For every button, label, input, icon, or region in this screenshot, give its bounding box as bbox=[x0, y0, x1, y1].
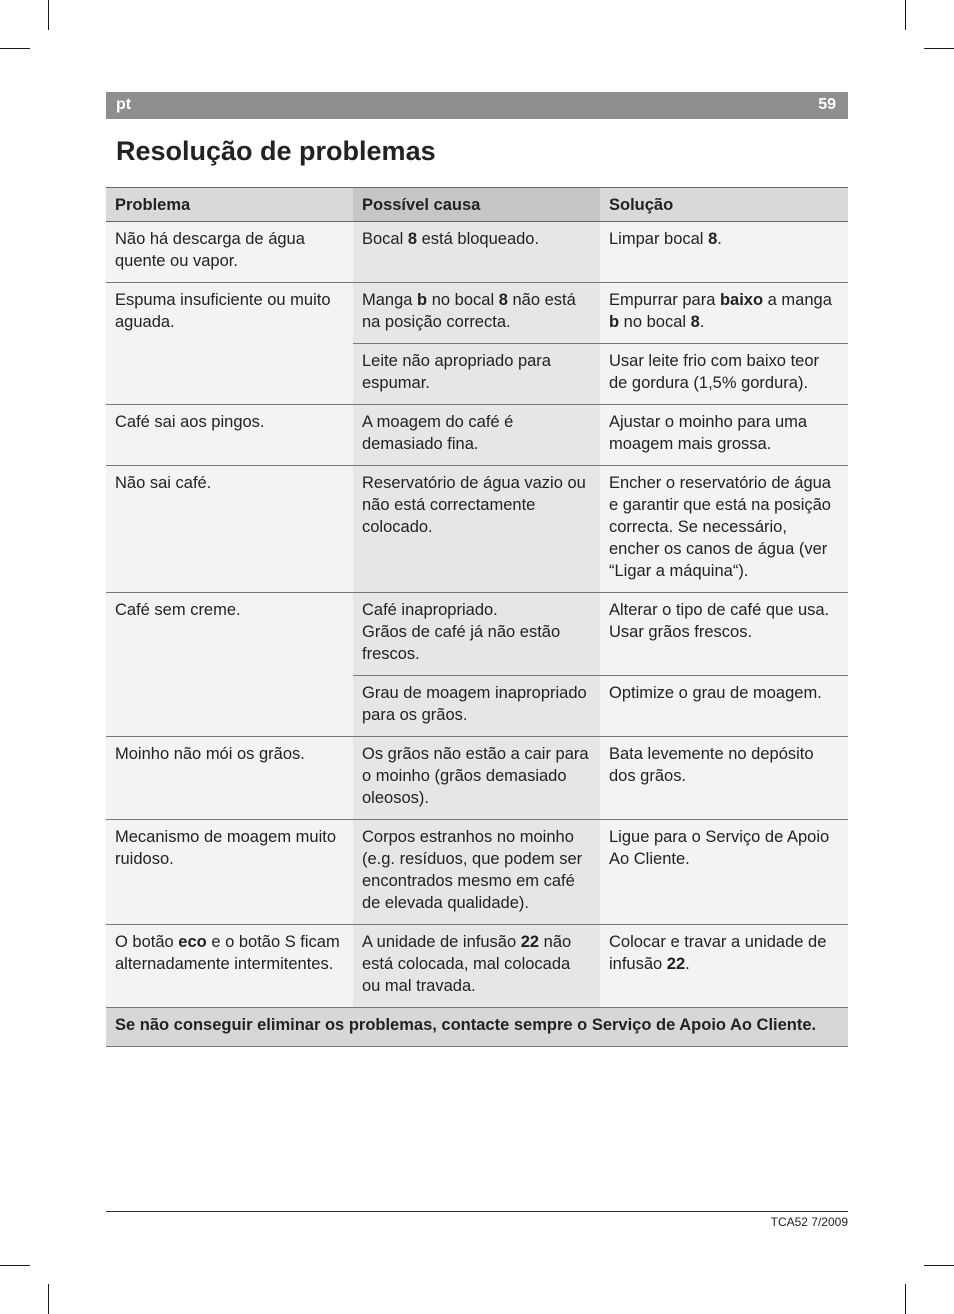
solution-cell: Ligue para o Serviço de Apoio Ao Cliente. bbox=[600, 820, 848, 925]
table-row bbox=[106, 925, 848, 1008]
crop-mark bbox=[905, 0, 906, 30]
crop-mark bbox=[0, 1265, 30, 1266]
cause-cell: Os grãos não estão a cair para o moinho (grãos demasiado oleosos). bbox=[353, 737, 600, 820]
troubleshooting-table bbox=[106, 187, 848, 1047]
cause-cell: Corpos estranhos no moinho (e.g. resíduos, que podem ser encontrados mesmo em café de elevada qualidade). bbox=[353, 820, 600, 925]
problem-cell: Espuma insuficiente ou muito aguada. bbox=[106, 283, 353, 405]
column-header-cause: Possível causa bbox=[353, 188, 600, 222]
table-row bbox=[106, 737, 848, 820]
crop-mark bbox=[905, 1284, 906, 1314]
solution-cell: Empurrar para baixo a manga b no bocal 8. bbox=[600, 283, 848, 344]
cause-cell: Bocal 8 está bloqueado. bbox=[353, 222, 600, 283]
problem-cell: Café sem creme. bbox=[106, 593, 353, 737]
table-row bbox=[106, 593, 848, 676]
solution-cell: Ajustar o moinho para uma moagem mais grossa. bbox=[600, 405, 848, 466]
crop-mark bbox=[48, 0, 49, 30]
solution-cell: Encher o reservatório de água e garantir que está na posição correcta. Se necessário, encher os canos de água (ver “Ligar a máquina“). bbox=[600, 466, 848, 593]
table-footer-row bbox=[106, 1008, 848, 1047]
problem-cell: Café sai aos pingos. bbox=[106, 405, 353, 466]
column-header-problem: Problema bbox=[106, 188, 353, 222]
cause-cell: Café inapropriado. Grãos de café já não estão frescos. bbox=[353, 593, 600, 676]
column-header-solution: Solução bbox=[600, 188, 848, 222]
cause-cell: A moagem do café é demasiado fina. bbox=[353, 405, 600, 466]
table-body bbox=[106, 222, 848, 1047]
problem-cell: Mecanismo de moagem muito ruidoso. bbox=[106, 820, 353, 925]
table-row bbox=[106, 405, 848, 466]
problem-cell: Não há descarga de água quente ou vapor. bbox=[106, 222, 353, 283]
crop-mark bbox=[48, 1284, 49, 1314]
solution-cell: Bata levemente no depósito dos grãos. bbox=[600, 737, 848, 820]
crop-mark bbox=[0, 48, 30, 49]
footer-model-date: TCA52 7/2009 bbox=[770, 1215, 848, 1229]
solution-cell: Alterar o tipo de café que usa. Usar grãos frescos. bbox=[600, 593, 848, 676]
crop-mark bbox=[924, 1265, 954, 1266]
cause-cell: Leite não apropriado para espumar. bbox=[353, 344, 600, 405]
page-header-bar bbox=[106, 92, 848, 119]
problem-cell: Não sai café. bbox=[106, 466, 353, 593]
cause-cell: Reservatório de água vazio ou não está correctamente colocado. bbox=[353, 466, 600, 593]
table-row bbox=[106, 820, 848, 925]
page-number: 59 bbox=[818, 96, 836, 113]
page-title: Resolução de problemas bbox=[116, 136, 436, 166]
table-header-row bbox=[106, 188, 848, 222]
solution-cell: Colocar e travar a unidade de infusão 22. bbox=[600, 925, 848, 1008]
cause-cell: Manga b no bocal 8 não está na posição correcta. bbox=[353, 283, 600, 344]
solution-cell: Optimize o grau de moagem. bbox=[600, 676, 848, 737]
crop-mark bbox=[924, 48, 954, 49]
solution-cell: Usar leite frio com baixo teor de gordura (1,5% gordura). bbox=[600, 344, 848, 405]
cause-cell: Grau de moagem inapropriado para os grãos. bbox=[353, 676, 600, 737]
contact-service-note: Se não conseguir eliminar os problemas, contacte sempre o Serviço de Apoio Ao Cliente. bbox=[106, 1008, 848, 1047]
cause-cell: A unidade de infusão 22 não está colocada, mal colocada ou mal travada. bbox=[353, 925, 600, 1008]
problem-cell: O botão eco e o botão S ficam alternadamente intermitentes. bbox=[106, 925, 353, 1008]
table-row bbox=[106, 283, 848, 344]
table-row bbox=[106, 222, 848, 283]
language-code: pt bbox=[116, 96, 132, 113]
footer-divider bbox=[106, 1211, 848, 1212]
problem-cell: Moinho não mói os grãos. bbox=[106, 737, 353, 820]
solution-cell: Limpar bocal 8. bbox=[600, 222, 848, 283]
table-row bbox=[106, 466, 848, 593]
